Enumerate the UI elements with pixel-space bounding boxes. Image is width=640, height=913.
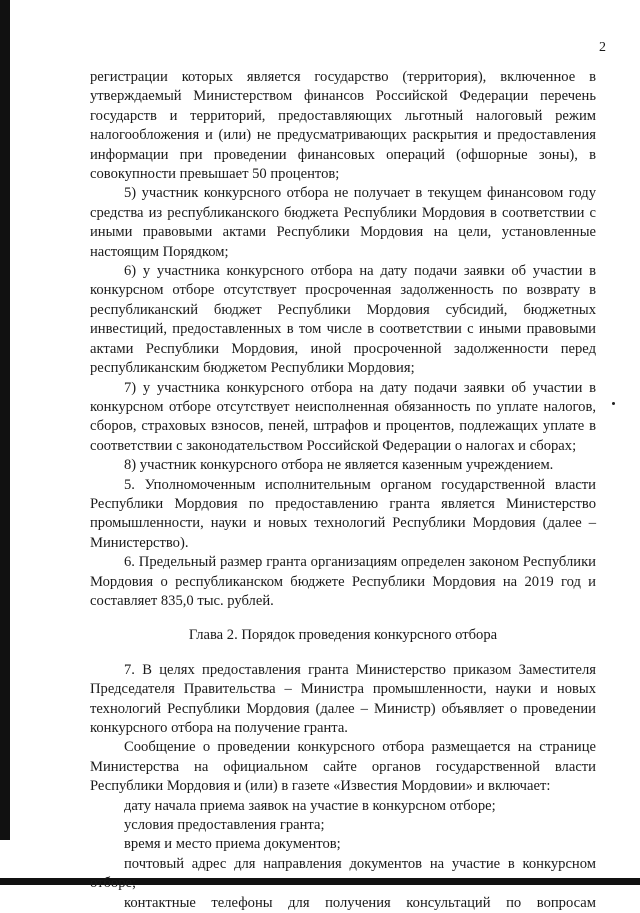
document-body [90,68,596,913]
paragraph: 6) у участника конкурсного отбора на дату подачи заявки об участии в конкурсном отборе отсутствует просроченная задолженность по возврату в республиканский бюджет Республики Мордовия субсидий, бюджетных инвестиций, предоставленных в том числе в соответствии с иными правовыми актами Республики Мордовия, иной просроченной задолженности перед республиканским бюджетом Республики Мордовия; [90,263,596,377]
paragraph: контактные телефоны для получения консультаций по вопросам [124,894,596,911]
scan-artifact-dot [612,402,615,405]
paragraph: почтовый адрес для направления документов на участие в конкурсном отборе; [90,855,596,892]
paragraph: 7) у участника конкурсного отбора на дату подачи заявки об участии в конкурсном отборе отсутствует неисполненная обязанность по уплате налогов, сборов, страховых взносов, пеней, штрафов и процентов, подлежащих уплате в соответствии с законодательством Российской Федерации о налогах и сборах; [90,379,596,454]
paragraph: условия предоставления гранта; [124,817,325,834]
paragraph: 7. В целях предоставления гранта Министерство приказом Заместителя Председателя Правительства – Министра промышленности, науки и новых технологий Республики Мордовия (далее – Министр) объявляет о проведении конкурсного отбора на получение гранта. [90,661,596,736]
paragraph: 5. Уполномоченным исполнительным органом государственной власти Республики Мордовия по предоставлению гранта является Министерство промышленности, науки и новых технологий Республики Мордовия (далее – Министерство). [90,476,596,551]
paragraph: дату начала приема заявок на участие в конкурсном отборе; [124,797,496,814]
paragraph: регистрации которых является государство (территория), включенное в утверждаемый Министерством финансов Российской Федерации перечень государств и территорий, предоставляющих льготный налоговый режим налогообложения и (или) не предусматривающих раскрытия и предоставления информации при проведении финансовых операций (офшорные зоны), в совокупности превышает 50 процентов; [90,69,596,183]
paragraph: Сообщение о проведении конкурсного отбора размещается на странице Министерства на официальном сайте органов государственной власти Республики Мордовия и (или) в газете «Известия Мордовии» и включает: [90,739,596,795]
paragraph: 5) участник конкурсного отбора не получает в текущем финансовом году средства из республиканского бюджета Республики Мордовия в соответствии с иными правовыми актами Республики Мордовия на цели, установленные настоящим Порядком; [90,185,596,260]
page-number: 2 [599,40,606,55]
paragraph: 6. Предельный размер гранта организациям определен законом Республики Мордовия о республиканском бюджете Республики Мордовия на 2019 год и составляет 835,0 тыс. рублей. [90,554,596,609]
paragraphs-before-heading [90,68,596,611]
paragraph: 8) участник конкурсного отбора не является казенным учреждением. [124,457,554,474]
scan-left-edge-shadow [0,0,10,840]
paragraphs-after-heading [90,661,596,913]
paragraph: время и место приема документов; [124,836,341,853]
chapter-heading: Глава 2. Порядок проведения конкурсного отбора [188,627,498,644]
